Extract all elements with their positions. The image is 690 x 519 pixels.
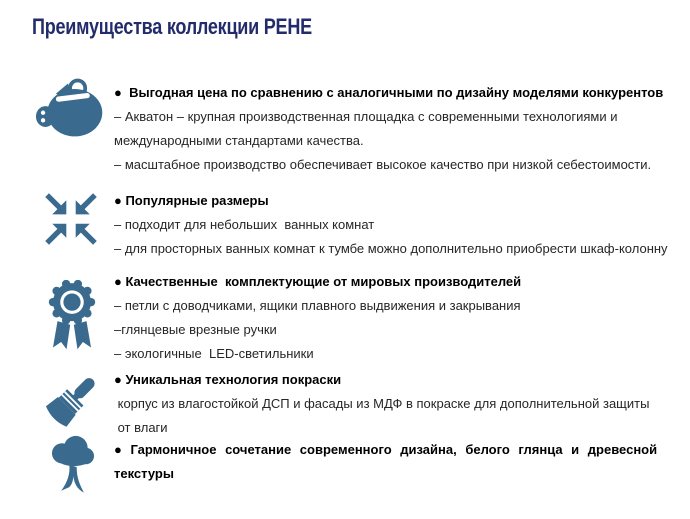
advantage-painting-heading: ● Уникальная технология покраски <box>114 372 342 387</box>
advantage-painting-line: от влаги <box>114 420 168 435</box>
award-ribbon-icon <box>43 273 101 353</box>
advantage-components-heading: ● Качественные комплектующие от мировых производителей <box>114 274 522 289</box>
advantage-sizes-heading: ● Популярные размеры <box>114 193 269 208</box>
advantage-price-heading: ● Выгодная цена по сравнению с аналогичными по дизайну моделями конкурентов <box>114 85 664 100</box>
advantage-components-line: –глянцевые врезные ручки <box>114 322 277 337</box>
advantage-sizes-line: – для просторных ванных комнат к тумбе можно дополнительно приобрести шкаф-колонну <box>114 241 668 256</box>
advantage-design-line: текстуры <box>114 466 174 481</box>
advantage-price-line: – Акватон – крупная производственная площадка с современными технологиями и <box>114 109 618 124</box>
paint-brush-icon <box>35 368 105 432</box>
advantage-design-heading: ● Гармоничное сочетание современного дизайна, белого глянца и древесной <box>114 442 658 457</box>
page-title: Преимущества коллекции РЕНЕ <box>32 14 312 39</box>
advantage-sizes-section <box>114 189 668 261</box>
advantage-painting-line: корпус из влагостойкой ДСП и фасады из МДФ в покраске для дополнительной защиты <box>114 396 650 411</box>
advantage-sizes-line: – подходит для небольших ванных комнат <box>114 217 375 232</box>
advantage-components-line: – петли с доводчиками, ящики плавного выдвижения и закрывания <box>114 298 521 313</box>
tree-icon <box>45 435 101 499</box>
advantage-painting-section <box>114 368 649 440</box>
advantage-components-section <box>114 270 521 366</box>
advantage-price-line: международными стандартами качества. <box>114 133 364 148</box>
advantage-price-section <box>114 81 663 177</box>
compress-arrows-icon <box>41 189 101 249</box>
advantage-design-section <box>114 438 657 486</box>
piggy-bank-icon <box>35 77 107 139</box>
advantage-components-line: – экологичные LED-светильники <box>114 346 314 361</box>
advantage-price-line: – масштабное производство обеспечивает высокое качество при низкой себестоимости. <box>114 157 652 172</box>
